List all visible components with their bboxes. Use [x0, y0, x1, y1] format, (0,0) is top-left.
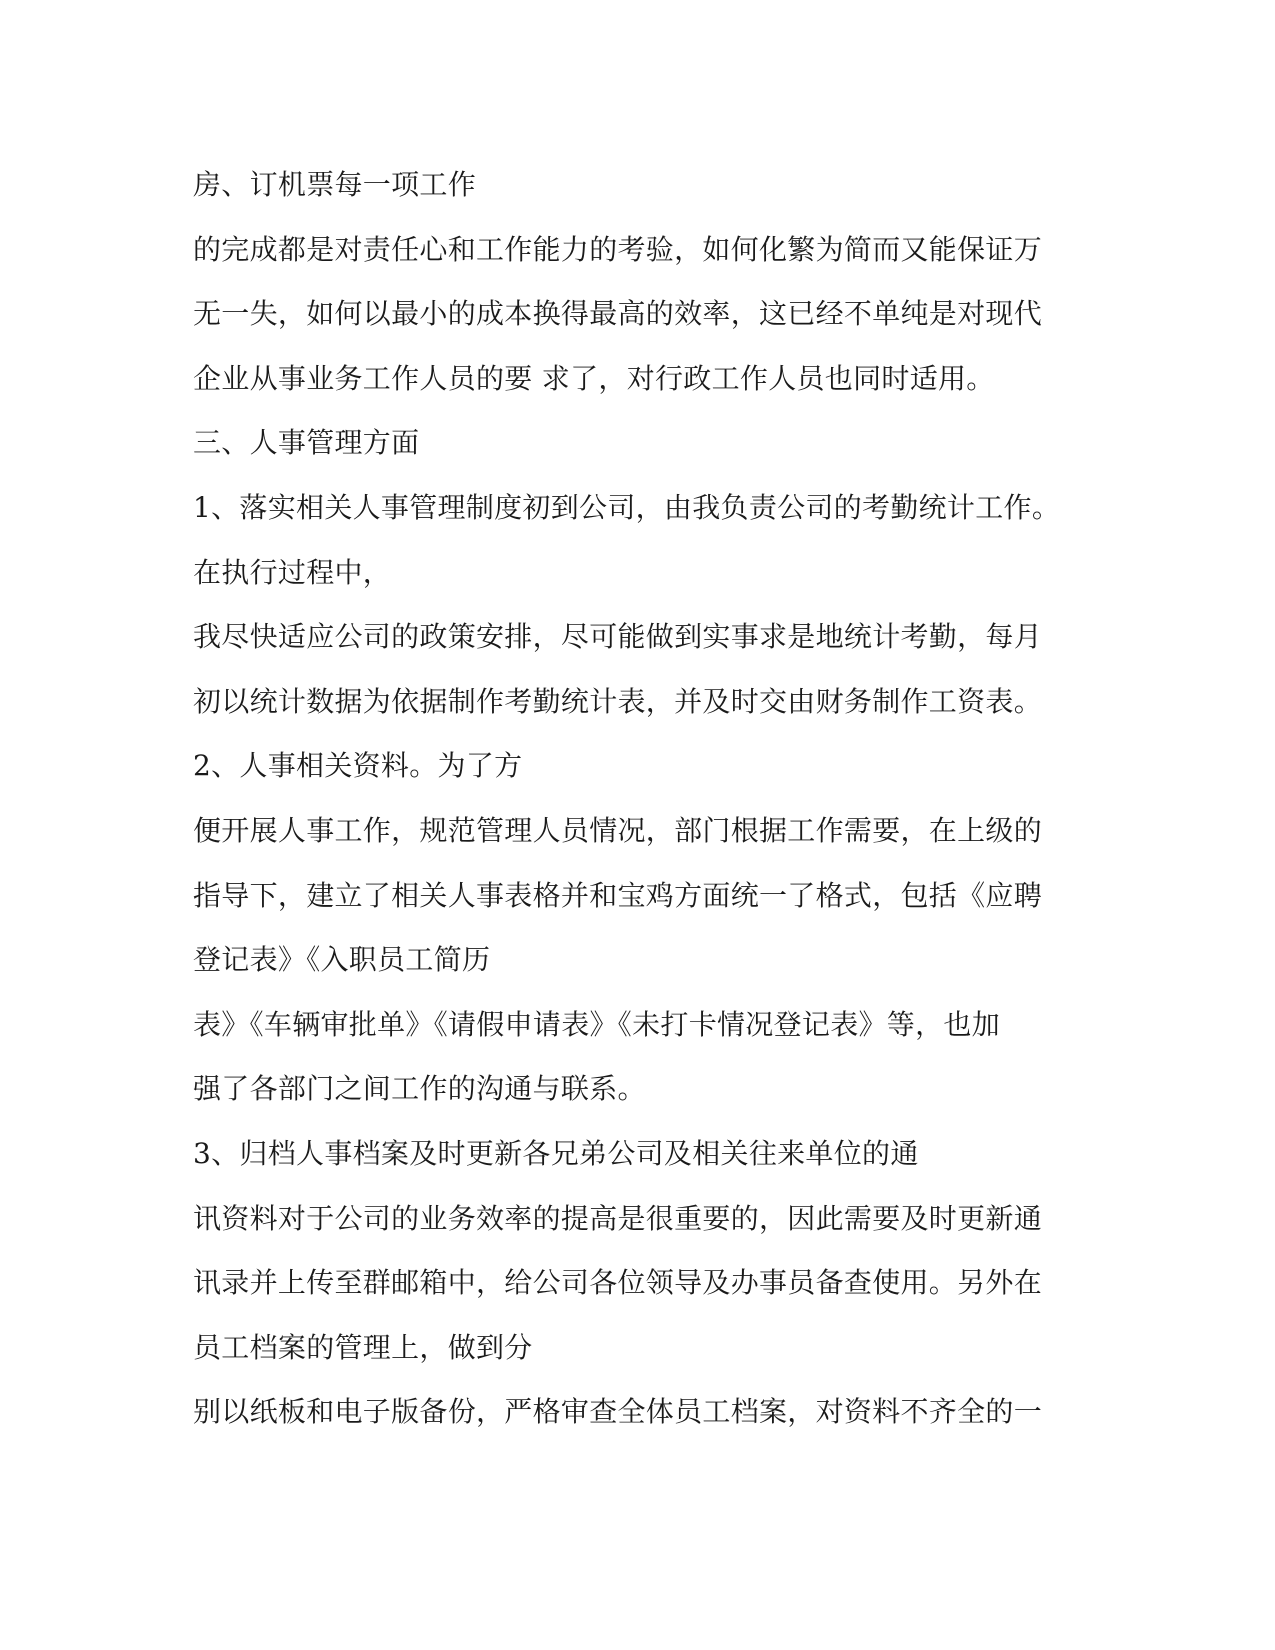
text-line: 员工档案的管理上，做到分 — [193, 1330, 533, 1364]
text-line: 别以纸板和电子版备份，严格审查全体员工档案，对资料不齐全的一 — [193, 1395, 1043, 1429]
text-line: 2、人事相关资料。为了方 — [193, 749, 523, 783]
text-line: 房、订机票每一项工作 — [193, 168, 477, 201]
text-line: 表》《车辆审批单》《请假申请表》《未打卡情况登记表》等，也加 — [193, 1007, 1001, 1041]
text-line: 1、落实相关人事管理制度初到公司，由我负责公司的考勤统计工作。 — [193, 490, 1061, 524]
body-text — [193, 153, 1073, 1445]
section-heading: 三、人事管理方面 — [193, 426, 420, 460]
text-line: 企业从事业务工作人员的要 求了，对行政工作人员也同时适用。 — [193, 361, 995, 395]
text-line: 便开展人事工作，规范管理人员情况，部门根据工作需要，在上级的 — [193, 813, 1043, 847]
text-line: 无一失，如何以最小的成本换得最高的效率，这已经不单纯是对现代 — [193, 297, 1043, 331]
text-line: 强了各部门之间工作的沟通与联系。 — [193, 1072, 646, 1106]
text-line: 的完成都是对责任心和工作能力的考验，如何化繁为简而又能保证万 — [193, 232, 1043, 266]
text-line: 登记表》《入职员工简历 — [193, 943, 491, 977]
text-line: 3、归档人事档案及时更新各兄弟公司及相关往来单位的通 — [193, 1136, 919, 1170]
text-line: 在执行过程中， — [193, 555, 392, 589]
text-line: 讯录并上传至群邮箱中，给公司各位领导及办事员备查使用。另外在 — [193, 1266, 1043, 1300]
text-line: 我尽快适应公司的政策安排，尽可能做到实事求是地统计考勤，每月 — [193, 620, 1043, 654]
text-line: 讯资料对于公司的业务效率的提高是很重要的，因此需要及时更新通 — [193, 1201, 1043, 1235]
text-line: 指导下，建立了相关人事表格并和宝鸡方面统一了格式，包括《应聘 — [193, 878, 1043, 912]
text-line: 初以统计数据为依据制作考勤统计表，并及时交由财务制作工资表。 — [193, 684, 1043, 718]
